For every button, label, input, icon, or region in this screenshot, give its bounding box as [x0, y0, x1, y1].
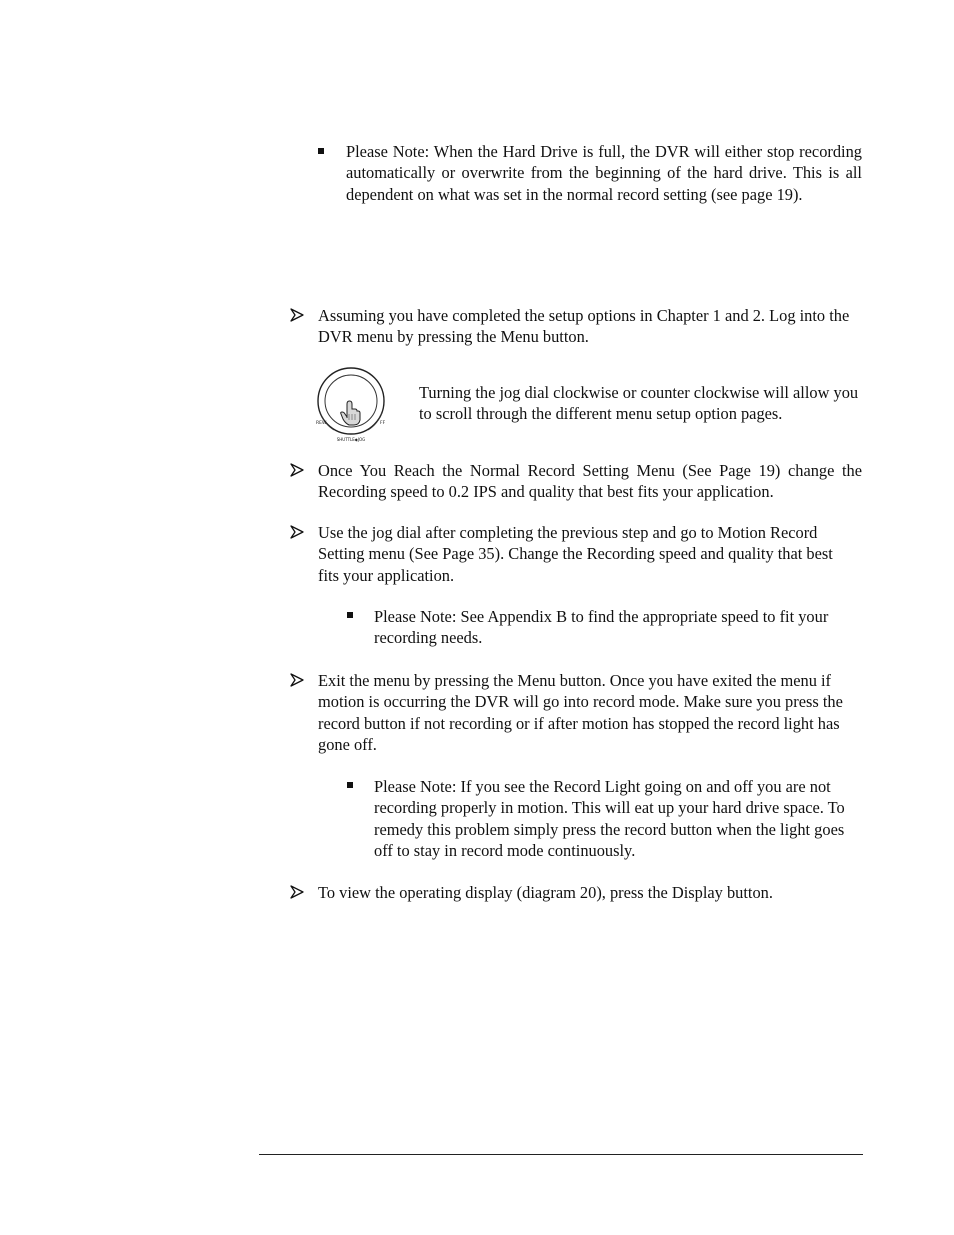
square-bullet-icon — [347, 782, 353, 788]
step-login: Assuming you have completed the setup options in Chapter 1 and 2. Log into the DVR menu by pressing the Menu button. — [318, 306, 850, 347]
note-hard-drive-full: Please Note: When the Hard Drive is full, the DVR will either stop recording automatically or overwrite from the beginning of the hard drive. This is all dependent on what was set in the normal record setting (see page 19). — [346, 142, 862, 204]
fast-forward-label: FF — [380, 421, 386, 426]
step-normal-record: Once You Reach the Normal Record Setting Menu (See Page 19) change the Recording speed to 0.2 IPS and quality that best fits your application. — [318, 461, 862, 502]
jog-dial-illustration — [314, 364, 388, 444]
arrow-bullet-icon — [290, 673, 304, 687]
square-bullet-icon — [347, 612, 353, 618]
arrow-bullet-icon — [290, 463, 304, 477]
shuttle-jog-label: SHUTTLE◆JOG — [336, 437, 366, 442]
jog-dial-caption: Turning the jog dial clockwise or counter clockwise will allow you to scroll through the different menu setup option pages. — [419, 383, 859, 424]
rewind-label: REW — [316, 421, 327, 426]
arrow-bullet-icon — [290, 308, 304, 322]
step-exit-menu: Exit the menu by pressing the Menu button. Once you have exited the menu if motion is occurring the DVR will go into record mode. Make sure you press the record button if not recording or if after motion has stopped the record light has gone off. — [318, 671, 843, 754]
square-bullet-icon — [318, 148, 324, 154]
note-appendix-b: Please Note: See Appendix B to find the appropriate speed to fit your recording needs. — [374, 607, 829, 648]
arrow-bullet-icon — [290, 885, 304, 899]
step-display: To view the operating display (diagram 20), press the Display button. — [318, 883, 773, 902]
note-record-light: Please Note: If you see the Record Light going on and off you are not recording properly in motion. This will eat up your hard drive space. To remedy this problem simply press the record button when the light goes off to stay in record mode continuously. — [374, 777, 845, 860]
step-motion-record: Use the jog dial after completing the previous step and go to Motion Record Setting menu (See Page 35). Change the Recording speed and quality that best fits your application. — [318, 523, 833, 585]
footer-rule — [259, 1154, 863, 1155]
arrow-bullet-icon — [290, 525, 304, 539]
